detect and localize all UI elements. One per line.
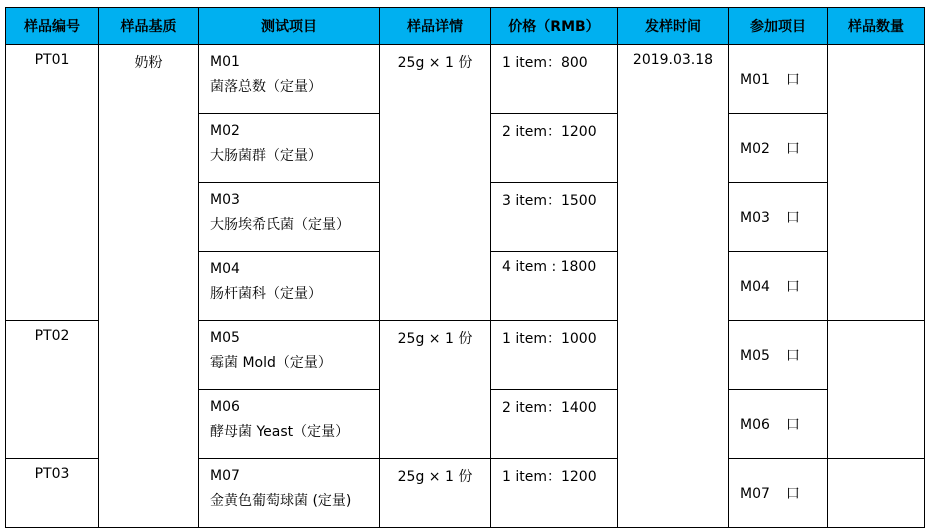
header-send-date: 发样时间	[618, 8, 729, 45]
test-item-cell	[199, 459, 380, 528]
header-sample-detail: 样品详情	[380, 8, 491, 45]
participate-code: M02	[740, 141, 770, 157]
test-item-name: 霉菌 Mold（定量）	[210, 355, 332, 371]
price-cell: 1 item：1200	[491, 459, 618, 528]
header-price: 价格（RMB）	[491, 8, 618, 45]
test-item-cell	[199, 114, 380, 183]
test-item-name: 金黄色葡萄球菌 (定量)	[210, 493, 352, 509]
participate-code: M06	[740, 417, 770, 433]
header-participate: 参加项目	[729, 8, 828, 45]
participate-code: M07	[740, 486, 770, 502]
participate-checkbox[interactable]: 口	[785, 279, 800, 295]
matrix-cell: 奶粉	[99, 45, 199, 528]
test-item-cell	[199, 183, 380, 252]
participate-cell[interactable]	[729, 459, 828, 528]
price-cell: 2 item：1200	[491, 114, 618, 183]
quantity-cell[interactable]	[828, 321, 925, 459]
price-cell: 4 item : 1800	[491, 252, 618, 321]
participate-code: M05	[740, 348, 770, 364]
price-cell: 3 item：1500	[491, 183, 618, 252]
test-item-name: 酵母菌 Yeast（定量）	[210, 424, 350, 440]
test-item-code: M07	[210, 468, 240, 484]
test-item-code: M01	[210, 54, 240, 70]
test-item-cell	[199, 390, 380, 459]
test-item-code: M03	[210, 192, 240, 208]
header-quantity: 样品数量	[828, 8, 925, 45]
table-row	[6, 45, 925, 114]
price-cell: 1 item：800	[491, 45, 618, 114]
test-item-code: M04	[210, 261, 240, 277]
participate-checkbox[interactable]: 口	[785, 486, 800, 502]
participate-checkbox[interactable]: 口	[785, 417, 800, 433]
pt-sample-table	[5, 7, 925, 528]
participate-cell[interactable]	[729, 321, 828, 390]
participate-cell[interactable]	[729, 45, 828, 114]
quantity-cell[interactable]	[828, 459, 925, 528]
header-row	[6, 8, 925, 45]
participate-code: M03	[740, 210, 770, 226]
test-item-code: M05	[210, 330, 240, 346]
send-date-cell: 2019.03.18	[618, 45, 729, 528]
participate-checkbox[interactable]: 口	[785, 72, 800, 88]
sample-detail-cell: 25g × 1 份	[380, 321, 491, 459]
participate-checkbox[interactable]: 口	[785, 348, 800, 364]
test-item-code: M02	[210, 123, 240, 139]
quantity-cell[interactable]	[828, 45, 925, 321]
participate-code: M04	[740, 279, 770, 295]
participate-cell[interactable]	[729, 114, 828, 183]
header-test-item: 测试项目	[199, 8, 380, 45]
header-sample-id: 样品编号	[6, 8, 99, 45]
sample-detail-cell: 25g × 1 份	[380, 45, 491, 321]
participate-cell[interactable]	[729, 390, 828, 459]
test-item-cell	[199, 45, 380, 114]
participate-checkbox[interactable]: 口	[785, 210, 800, 226]
participate-checkbox[interactable]: 口	[785, 141, 800, 157]
test-item-name: 肠杆菌科（定量）	[210, 286, 322, 302]
test-item-name: 大肠埃希氏菌（定量）	[210, 217, 350, 233]
price-cell: 2 item：1400	[491, 390, 618, 459]
sample-id-cell: PT01	[6, 45, 99, 321]
header-matrix: 样品基质	[99, 8, 199, 45]
test-item-name: 菌落总数（定量）	[210, 79, 322, 95]
sample-id-cell: PT02	[6, 321, 99, 459]
participate-code: M01	[740, 72, 770, 88]
test-item-name: 大肠菌群（定量）	[210, 148, 322, 164]
price-cell: 1 item：1000	[491, 321, 618, 390]
sample-id-cell: PT03	[6, 459, 99, 528]
sample-detail-cell: 25g × 1 份	[380, 459, 491, 528]
participate-cell[interactable]	[729, 183, 828, 252]
test-item-code: M06	[210, 399, 240, 415]
participate-cell[interactable]	[729, 252, 828, 321]
test-item-cell	[199, 321, 380, 390]
test-item-cell	[199, 252, 380, 321]
